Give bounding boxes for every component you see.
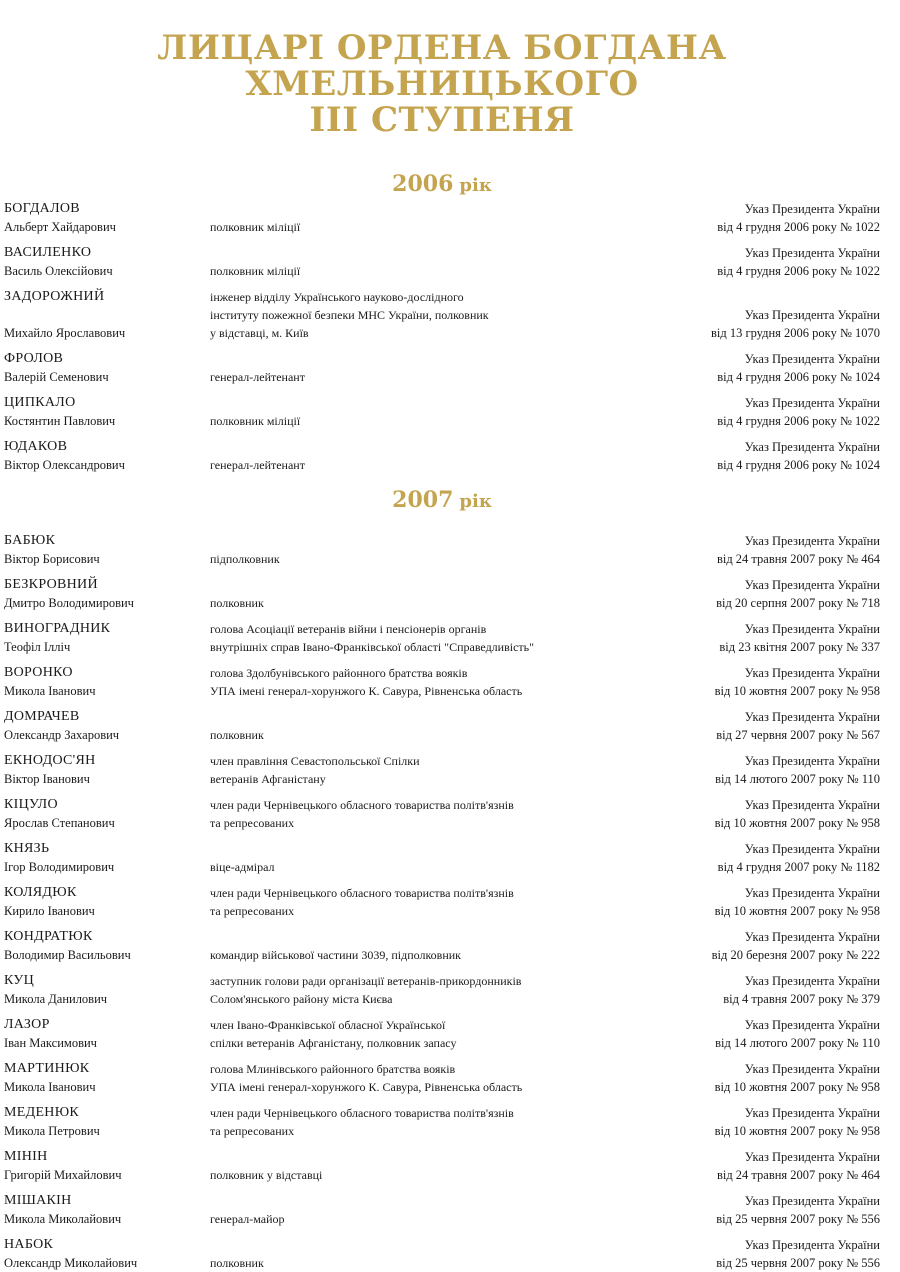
decree-title: Указ Президента України	[744, 798, 880, 812]
list-item	[4, 438, 880, 474]
recipient-surname: ДОМРАЧЕВ	[4, 709, 80, 724]
decree-reference	[680, 1104, 880, 1140]
year-word: рік	[459, 491, 492, 512]
recipient-description	[210, 1236, 680, 1272]
recipient-name	[4, 1016, 210, 1052]
decree-title: Указ Президента України	[744, 666, 880, 680]
description-line: полковник	[210, 1256, 264, 1270]
section-2007	[4, 482, 880, 1272]
recipient-description	[210, 884, 680, 920]
decree-detail: від 4 травня 2007 року № 379	[723, 992, 880, 1006]
recipient-description	[210, 350, 680, 386]
recipient-surname: КОЛЯДЮК	[4, 885, 77, 900]
description-line: інженер відділу Українського науково-дослідного	[210, 290, 464, 304]
description-line: командир військової частини 3039, підполковник	[210, 948, 462, 962]
recipient-given-name: Віктор Борисович	[4, 552, 100, 566]
recipient-description	[210, 972, 680, 1008]
description-line: полковник міліції	[210, 264, 301, 278]
year-heading	[4, 166, 880, 200]
description-line: генерал-лейтенант	[210, 370, 305, 384]
recipient-given-name: Микола Данилович	[4, 992, 108, 1006]
list-item	[4, 796, 880, 832]
decree-detail: від 10 жовтня 2007 року № 958	[714, 684, 880, 698]
description-line: член ради Чернівецького обласного товариства політв'язнів	[210, 798, 514, 812]
description-line: внутрішніх справ Івано-Франківської області "Справедливість"	[210, 640, 535, 654]
list-item	[4, 884, 880, 920]
recipient-given-name: Олександр Захарович	[4, 728, 120, 742]
decree-title: Указ Президента України	[744, 710, 880, 724]
recipient-given-name: Віктор Іванович	[4, 772, 90, 786]
decree-detail: від 4 грудня 2007 року № 1182	[717, 860, 880, 874]
recipient-given-name: Олександр Миколайович	[4, 1256, 138, 1270]
recipient-surname: МІНІН	[4, 1149, 48, 1164]
decree-detail: від 10 жовтня 2007 року № 958	[714, 816, 880, 830]
decree-detail: від 24 травня 2007 року № 464	[716, 552, 880, 566]
recipient-surname: БОГДАЛОВ	[4, 201, 80, 216]
recipient-name	[4, 1104, 210, 1140]
recipient-description	[210, 1148, 680, 1184]
recipient-name	[4, 1148, 210, 1184]
recipient-given-name: Валерій Семенович	[4, 370, 109, 384]
decree-reference	[680, 884, 880, 920]
entry-list	[4, 532, 880, 1272]
title-line-2: ІІІ СТУПЕНЯ	[309, 100, 575, 140]
decree-reference	[680, 394, 880, 430]
list-item	[4, 394, 880, 430]
decree-detail: від 23 квітня 2007 року № 337	[719, 640, 880, 654]
decree-detail: від 10 жовтня 2007 року № 958	[714, 1124, 880, 1138]
section-2006	[4, 166, 880, 474]
recipient-name	[4, 532, 210, 568]
decree-reference	[680, 200, 880, 236]
recipient-name	[4, 288, 210, 342]
recipient-description	[210, 752, 680, 788]
recipient-name	[4, 350, 210, 386]
decree-title: Указ Президента України	[744, 1106, 880, 1120]
recipient-surname: ЦИПКАЛО	[4, 395, 76, 410]
description-line: та репресованих	[210, 904, 295, 918]
list-item	[4, 1148, 880, 1184]
recipient-description	[210, 532, 680, 568]
recipient-name	[4, 1236, 210, 1272]
decree-reference	[680, 840, 880, 876]
decree-detail: від 13 грудня 2006 року № 1070	[710, 326, 880, 340]
description-line: генерал-лейтенант	[210, 458, 305, 472]
decree-reference	[680, 664, 880, 700]
year-number: 2006	[392, 171, 454, 197]
recipient-given-name: Микола Іванович	[4, 684, 96, 698]
list-item	[4, 532, 880, 568]
recipient-surname: МЕДЕНЮК	[4, 1105, 80, 1120]
decree-detail: від 4 грудня 2006 року № 1022	[717, 220, 880, 234]
recipient-given-name: Теофіл Ілліч	[4, 640, 71, 654]
recipient-given-name: Іван Максимович	[4, 1036, 97, 1050]
decree-title: Указ Президента України	[744, 1018, 880, 1032]
description-line: полковник	[210, 596, 264, 610]
decree-reference	[680, 620, 880, 656]
decree-title: Указ Президента України	[744, 842, 880, 856]
list-item	[4, 1016, 880, 1052]
description-line: член ради Чернівецького обласного товариства політв'язнів	[210, 886, 514, 900]
recipient-name	[4, 884, 210, 920]
description-line: голова Млинівського районного братства вояків	[210, 1062, 456, 1076]
recipient-name	[4, 1192, 210, 1228]
recipient-given-name: Микола Петрович	[4, 1124, 100, 1138]
recipient-given-name: Григорій Михайлович	[4, 1168, 122, 1182]
decree-detail: від 10 жовтня 2007 року № 958	[714, 904, 880, 918]
list-item	[4, 1104, 880, 1140]
list-item	[4, 708, 880, 744]
description-line: у відставці, м. Київ	[210, 326, 309, 340]
recipient-given-name: Ігор Володимирович	[4, 860, 115, 874]
description-line: УПА імені генерал-хорунжого К. Савура, Рівненська область	[210, 1080, 523, 1094]
decree-detail: від 27 червня 2007 року № 567	[716, 728, 880, 742]
list-item	[4, 200, 880, 236]
description-line: УПА імені генерал-хорунжого К. Савура, Рівненська область	[210, 684, 523, 698]
recipient-description	[210, 1016, 680, 1052]
decree-title: Указ Президента України	[744, 1238, 880, 1252]
decree-title: Указ Президента України	[744, 974, 880, 988]
decree-reference	[680, 350, 880, 386]
decree-detail: від 10 жовтня 2007 року № 958	[714, 1080, 880, 1094]
recipient-surname: БАБЮК	[4, 533, 56, 548]
decree-title: Указ Президента України	[744, 440, 880, 454]
list-item	[4, 350, 880, 386]
recipient-given-name: Михайло Ярославович	[4, 326, 126, 340]
decree-title: Указ Президента України	[744, 754, 880, 768]
entry-list	[4, 200, 880, 474]
description-line: член правління Севастопольської Спілки	[210, 754, 420, 768]
recipient-given-name: Кирило Іванович	[4, 904, 95, 918]
decree-reference	[680, 1192, 880, 1228]
description-line: віце-адмірал	[210, 860, 275, 874]
recipient-name	[4, 664, 210, 700]
recipient-description	[210, 438, 680, 474]
description-line: член Івано-Франківської обласної Української	[210, 1018, 446, 1032]
decree-title: Указ Президента України	[744, 622, 880, 636]
recipient-surname: МІШАКІН	[4, 1193, 72, 1208]
decree-detail: від 20 березня 2007 року № 222	[711, 948, 880, 962]
decree-reference	[680, 1236, 880, 1272]
list-item	[4, 840, 880, 876]
recipient-surname: ВИНОГРАДНИК	[4, 621, 111, 636]
spacer	[4, 306, 210, 324]
recipient-surname: ЮДАКОВ	[4, 439, 68, 454]
recipient-surname: КУЦ	[4, 973, 34, 988]
recipient-surname: ВАСИЛЕНКО	[4, 245, 92, 260]
decree-title: Указ Президента України	[744, 352, 880, 366]
recipient-given-name: Дмитро Володимирович	[4, 596, 134, 610]
decree-reference	[680, 928, 880, 964]
recipient-description	[210, 200, 680, 236]
description-line: та репресованих	[210, 816, 295, 830]
recipient-name	[4, 840, 210, 876]
recipient-name	[4, 972, 210, 1008]
recipient-description	[210, 708, 680, 744]
recipient-name	[4, 438, 210, 474]
recipient-given-name: Микола Миколайович	[4, 1212, 122, 1226]
recipient-description	[210, 1192, 680, 1228]
recipient-surname: ВОРОНКО	[4, 665, 73, 680]
decree-detail: від 25 червня 2007 року № 556	[716, 1212, 880, 1226]
recipient-description	[210, 288, 680, 342]
decree-detail: від 25 червня 2007 року № 556	[716, 1256, 880, 1270]
recipient-description	[210, 840, 680, 876]
description-line: та репресованих	[210, 1124, 295, 1138]
description-line: полковник міліції	[210, 220, 301, 234]
recipient-description	[210, 664, 680, 700]
description-line: полковник	[210, 728, 264, 742]
decree-reference	[680, 708, 880, 744]
page-title	[4, 0, 880, 138]
description-line: підполковник	[210, 552, 280, 566]
title-line-1: ЛИЦАРІ ОРДЕНА БОГДАНА ХМЕЛЬНИЦЬКОГО	[157, 28, 727, 104]
description-line: заступник голови ради організації ветеранів-прикордонників	[210, 974, 522, 988]
decree-detail: від 4 грудня 2006 року № 1024	[717, 370, 880, 384]
decree-title: Указ Президента України	[744, 1150, 880, 1164]
list-item	[4, 620, 880, 656]
list-item	[4, 288, 880, 342]
description-line: інституту пожежної безпеки МНС України, полковник	[210, 308, 489, 322]
recipient-description	[210, 796, 680, 832]
recipient-name	[4, 244, 210, 280]
decree-title: Указ Президента України	[744, 1062, 880, 1076]
recipient-name	[4, 1060, 210, 1096]
recipient-given-name: Ярослав Степанович	[4, 816, 115, 830]
description-line: член ради Чернівецького обласного товариства політв'язнів	[210, 1106, 514, 1120]
decree-title: Указ Президента України	[744, 930, 880, 944]
recipient-surname: КОНДРАТЮК	[4, 929, 93, 944]
decree-title: Указ Президента України	[744, 534, 880, 548]
recipient-given-name: Альберт Хайдарович	[4, 220, 116, 234]
recipient-name	[4, 708, 210, 744]
recipient-description	[210, 576, 680, 612]
recipient-surname: НАБОК	[4, 1237, 54, 1252]
recipient-surname: КНЯЗЬ	[4, 841, 50, 856]
decree-title: Указ Президента України	[744, 396, 880, 410]
decree-reference	[680, 288, 880, 342]
recipient-surname: ЗАДОРОЖНИЙ	[4, 289, 105, 304]
list-item	[4, 972, 880, 1008]
decree-reference	[680, 796, 880, 832]
list-item	[4, 752, 880, 788]
decree-title: Указ Президента України	[744, 886, 880, 900]
decree-detail: від 14 лютого 2007 року № 110	[715, 1036, 880, 1050]
decree-detail: від 24 травня 2007 року № 464	[716, 1168, 880, 1182]
list-item	[4, 664, 880, 700]
decree-title: Указ Президента України	[744, 202, 880, 216]
recipient-name	[4, 620, 210, 656]
list-item	[4, 928, 880, 964]
decree-detail: від 20 серпня 2007 року № 718	[716, 596, 880, 610]
description-line: голова Здолбунівського районного братства вояків	[210, 666, 468, 680]
decree-reference	[680, 752, 880, 788]
recipient-given-name: Василь Олексійович	[4, 264, 113, 278]
recipient-description	[210, 244, 680, 280]
recipient-surname: ФРОЛОВ	[4, 351, 64, 366]
year-heading	[4, 482, 880, 532]
decree-reference	[680, 244, 880, 280]
description-line: спілки ветеранів Афганістану, полковник запасу	[210, 1036, 457, 1050]
recipient-description	[210, 394, 680, 430]
description-line: голова Асоціації ветеранів війни і пенсіонерів органів	[210, 622, 487, 636]
recipient-description	[210, 1060, 680, 1096]
recipient-given-name: Володимир Васильович	[4, 948, 131, 962]
decree-title: Указ Президента України	[744, 308, 880, 322]
list-item	[4, 576, 880, 612]
recipient-given-name: Віктор Олександрович	[4, 458, 125, 472]
decree-reference	[680, 1016, 880, 1052]
list-item	[4, 1236, 880, 1272]
recipient-given-name: Микола Іванович	[4, 1080, 96, 1094]
decree-title: Указ Президента України	[744, 1194, 880, 1208]
recipient-description	[210, 1104, 680, 1140]
decree-title: Указ Президента України	[744, 246, 880, 260]
recipient-surname: ЛАЗОР	[4, 1017, 50, 1032]
decree-detail: від 4 грудня 2006 року № 1022	[717, 264, 880, 278]
decree-detail: від 14 лютого 2007 року № 110	[715, 772, 880, 786]
decree-reference	[680, 1060, 880, 1096]
description-line: ветеранів Афганістану	[210, 772, 326, 786]
year-word: рік	[459, 175, 492, 196]
year-number: 2007	[392, 487, 454, 513]
decree-reference	[680, 972, 880, 1008]
description-line: генерал-майор	[210, 1212, 285, 1226]
recipient-description	[210, 928, 680, 964]
recipient-surname: МАРТИНЮК	[4, 1061, 90, 1076]
recipient-name	[4, 752, 210, 788]
recipient-name	[4, 796, 210, 832]
recipient-name	[4, 928, 210, 964]
recipient-name	[4, 576, 210, 612]
list-item	[4, 1060, 880, 1096]
description-line: Солом'янського району міста Києва	[210, 992, 393, 1006]
decree-reference	[680, 438, 880, 474]
recipient-surname: БЕЗКРОВНИЙ	[4, 577, 98, 592]
decree-reference	[680, 532, 880, 568]
recipient-given-name: Костянтин Павлович	[4, 414, 116, 428]
list-item	[4, 244, 880, 280]
recipient-surname: ЕКНОДОС'ЯН	[4, 753, 96, 768]
decree-reference	[680, 576, 880, 612]
decree-title: Указ Президента України	[744, 578, 880, 592]
recipient-description	[210, 620, 680, 656]
recipient-surname: КІЦУЛО	[4, 797, 58, 812]
recipient-name	[4, 200, 210, 236]
decree-detail: від 4 грудня 2006 року № 1024	[717, 458, 880, 472]
decree-detail: від 4 грудня 2006 року № 1022	[717, 414, 880, 428]
recipient-name	[4, 394, 210, 430]
decree-reference	[680, 1148, 880, 1184]
description-line: полковник у відставці	[210, 1168, 323, 1182]
list-item	[4, 1192, 880, 1228]
description-line: полковник міліції	[210, 414, 301, 428]
